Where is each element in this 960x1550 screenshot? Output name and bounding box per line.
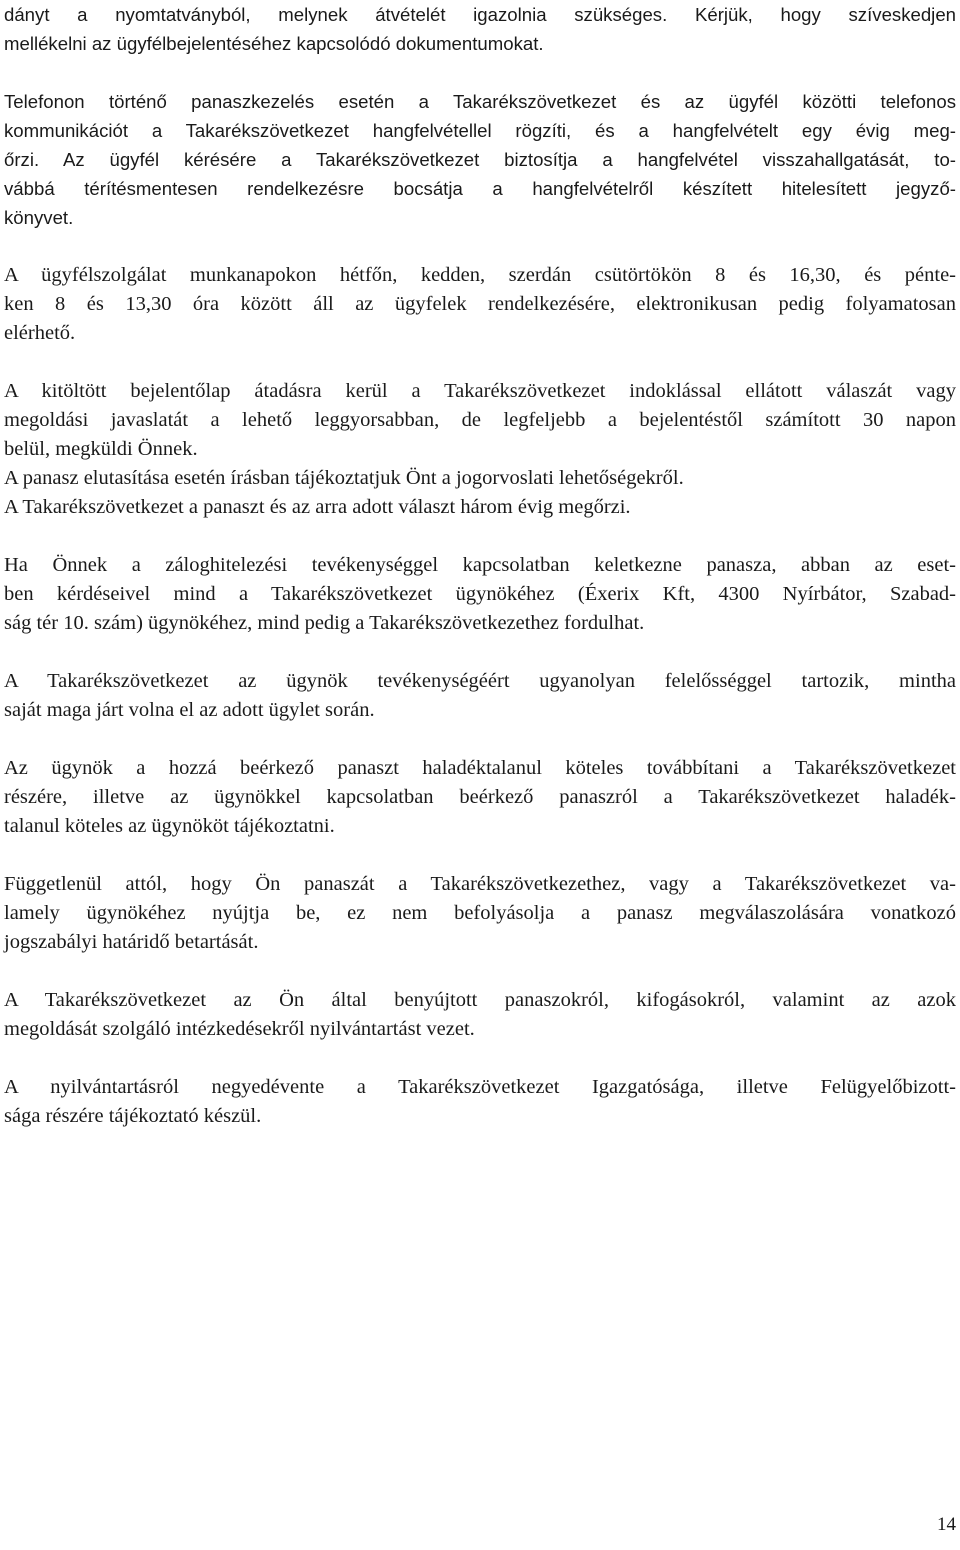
text-line: Telefonon történő panaszkezelés esetén a Takarékszövetkezet és az ügyfél közötti telefonos (4, 91, 956, 112)
text-line: jogszabályi határidő betartását. (4, 931, 259, 953)
text-line: könyvet. (4, 207, 74, 228)
text-line: A nyilvántartásról negyedévente a Takarékszövetkezet Igazgatósága, illetve Felügyelőbizott- (4, 1076, 956, 1098)
document-page (4, 0, 956, 1131)
text-line: Ha Önnek a záloghitelezési tevékenységgel kapcsolatban keletkezne panasza, abban az eset- (4, 554, 956, 576)
text-line: A Takarékszövetkezet a panaszt és az arra adott választ három évig megőrzi. (4, 496, 631, 518)
text-line: megoldási javaslatát a lehető leggyorsabban, de legfeljebb a bejelentéstől számított 30 napon (4, 409, 956, 431)
paragraph-gap (4, 841, 956, 870)
text-line: belül, megküldi Önnek. (4, 438, 198, 460)
paragraph-gap (4, 725, 956, 754)
text-line: részére, illetve az ügynökkel kapcsolatban beérkező panaszról a Takarékszövetkezet haladék- (4, 786, 956, 808)
text-line: őrzi. Az ügyfél kérésére a Takarékszövetkezet biztosítja a hangfelvétel visszahallgatását, to- (4, 149, 956, 170)
text-line: megoldását szolgáló intézkedésekről nyilvántartást vezet. (4, 1018, 475, 1040)
text-line: kommunikációt a Takarékszövetkezet hangfelvétellel rögzíti, és a hangfelvételt egy évig meg- (4, 120, 956, 141)
text-line: A panasz elutasítása esetén írásban tájékoztatjuk Önt a jogorvoslati lehetőségekről. (4, 467, 684, 489)
text-line: talanul köteles az ügynököt tájékoztatni. (4, 815, 335, 837)
paragraph-gap (4, 58, 956, 87)
text-line: A ügyfélszolgálat munkanapokon hétfőn, kedden, szerdán csütörtökön 8 és 16,30, és pénte- (4, 264, 956, 286)
text-line: A Takarékszövetkezet az Ön által benyújtott panaszokról, kifogásokról, valamint az azok (4, 989, 956, 1011)
paragraph-gap (4, 957, 956, 986)
paragraph-gap (4, 232, 956, 261)
page-number: 14 (937, 1514, 956, 1535)
text-line: lamely ügynökéhez nyújtja be, ez nem befolyásolja a panasz megválaszolására vonatkozó (4, 902, 956, 924)
text-line: dányt a nyomtatványból, melynek átvételét igazolnia szükséges. Kérjük, hogy szíveskedjen (4, 4, 956, 25)
text-line: ken 8 és 13,30 óra között áll az ügyfelek rendelkezésére, elektronikusan pedig folyamatosan (4, 293, 956, 315)
text-line: Az ügynök a hozzá beérkező panaszt haladéktalanul köteles továbbítani a Takarékszövetkezet (4, 757, 956, 779)
paragraph-gap (4, 638, 956, 667)
text-line: saját maga járt volna el az adott ügylet során. (4, 699, 375, 721)
text-line: vábbá térítésmentesen rendelkezésre bocsátja a hangfelvételről készített hitelesített jegyző- (4, 178, 956, 199)
text-line: ben kérdéseivel mind a Takarékszövetkezet ügynökéhez (Éxerix Kft, 4300 Nyírbátor, Szabad- (4, 583, 956, 605)
text-line: ság tér 10. szám) ügynökéhez, mind pedig a Takarékszövetkezethez fordulhat. (4, 612, 645, 634)
paragraph-gap (4, 522, 956, 551)
text-line: A Takarékszövetkezet az ügynök tevékenységéért ugyanolyan felelősséggel tartozik, mintha (4, 670, 956, 692)
paragraph-gap (4, 1044, 956, 1073)
text-line: Függetlenül attól, hogy Ön panaszát a Takarékszövetkezethez, vagy a Takarékszövetkezet va- (4, 873, 956, 895)
text-line: A kitöltött bejelentőlap átadásra kerül a Takarékszövetkezet indoklással ellátott válaszát vagy (4, 380, 956, 402)
text-line: sága részére tájékoztató készül. (4, 1105, 262, 1127)
text-line: elérhető. (4, 322, 76, 344)
paragraph-gap (4, 348, 956, 377)
text-line: mellékelni az ügyfélbejelentéséhez kapcsolódó dokumentumokat. (4, 33, 544, 54)
